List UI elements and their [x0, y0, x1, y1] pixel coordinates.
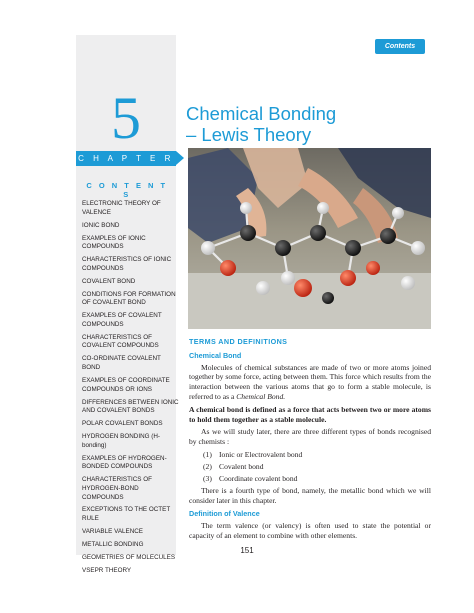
page-number: 151 [240, 546, 254, 555]
molecular-model-photo [188, 148, 431, 329]
toc-item[interactable]: VSEPR THEORY [82, 567, 132, 575]
toc-item[interactable]: COVALENT BOND [82, 277, 136, 285]
chemical-bond-heading: Chemical Bond [189, 350, 242, 360]
list-item [203, 450, 431, 460]
toc-item[interactable]: CHARACTERISTICS OF COVALENT COMPOUNDS [82, 333, 159, 350]
paragraph-4: There is a fourth type of bond, namely, the metallic bond which we will consider later in this chapter. [189, 486, 431, 506]
toc-item[interactable]: CHARACTERISTICS OF IONIC COMPOUNDS [82, 256, 172, 272]
toc-item[interactable]: POLAR COVALENT BONDS [82, 420, 163, 428]
chapter-title-line1: Chemical Bonding [186, 103, 337, 124]
toc-item[interactable]: METALLIC BONDING [82, 541, 144, 549]
toc-item[interactable]: EXAMPLES OF COVALENT COMPOUNDS [82, 312, 162, 328]
toc-item[interactable]: ELECTRONIC THEORY OF VALENCE [82, 200, 161, 216]
toc-item[interactable]: DIFFERENCES BETWEEN IONIC AND COVALENT BONDS [82, 398, 179, 415]
toc-item[interactable]: EXCEPTIONS TO THE OCTET RULE [82, 506, 171, 523]
toc-item[interactable]: CHARACTERISTICS OF HYDROGEN-BOND COMPOUNDS [82, 476, 152, 501]
toc-item[interactable]: CONDITIONS FOR FORMATION OF COVALENT BOND [82, 290, 176, 307]
paragraph-5: The term valence (or valency) is often used to state the potential or capacity of an element to combine with other elements. [189, 520, 431, 540]
toc-item[interactable]: EXAMPLES OF IONIC COMPOUNDS [82, 234, 146, 251]
chapter-number: 5 [111, 85, 141, 151]
toc-item[interactable]: VARIABLE VALENCE [82, 528, 144, 536]
bond-types-list [203, 450, 431, 483]
toc-item[interactable]: GEOMETRIES OF MOLECULES [82, 554, 176, 562]
paragraph-1-text: Molecules of chemical substances are made of two or more atoms joined together by some force, acting between them. This force which results from the interaction between the various atoms that go to form a stable molecule, is referred to as a [189, 362, 431, 401]
list-number: (3) [203, 473, 212, 483]
valence-heading: Definition of Valence [189, 508, 260, 518]
list-number: (1) [203, 449, 212, 459]
chapter-title [186, 103, 336, 145]
chapter-label: C H A P T E R [78, 154, 174, 163]
terms-heading: TERMS AND DEFINITIONS [189, 337, 288, 346]
list-item [203, 474, 431, 484]
toc-item[interactable]: HYDROGEN BONDING (H-bonding) [82, 433, 161, 449]
paragraph-1 [189, 363, 431, 402]
list-label: Ionic or Electrovalent bond [219, 449, 303, 459]
list-label: Covalent bond [219, 461, 264, 471]
list-item [203, 462, 431, 472]
paragraph-2: A chemical bond is defined as a force that acts between two or more atoms to hold them together as a stable molecule. [189, 404, 431, 424]
body-text [189, 337, 431, 543]
list-number: (2) [203, 461, 212, 471]
paragraph-3: As we will study later, there are three different types of bonds recognised by chemists : [189, 427, 431, 447]
toc-item[interactable]: CO-ORDINATE COVALENT BOND [82, 355, 161, 372]
toc-item[interactable]: EXAMPLES OF HYDROGEN-BONDED COMPOUNDS [82, 454, 167, 471]
list-label: Coordinate covalent bond [219, 473, 298, 483]
chapter-title-line2: – Lewis Theory [186, 124, 312, 145]
contents-button[interactable]: Contents [375, 39, 425, 54]
paragraph-1-italic: Chemical Bond. [236, 391, 286, 401]
toc-item[interactable]: EXAMPLES OF COORDINATE COMPOUNDS OR IONS [82, 377, 170, 393]
toc-item[interactable]: IONIC BOND [82, 221, 120, 229]
toc-list [82, 200, 180, 580]
contents-title: C O N T E N T S [86, 181, 168, 199]
